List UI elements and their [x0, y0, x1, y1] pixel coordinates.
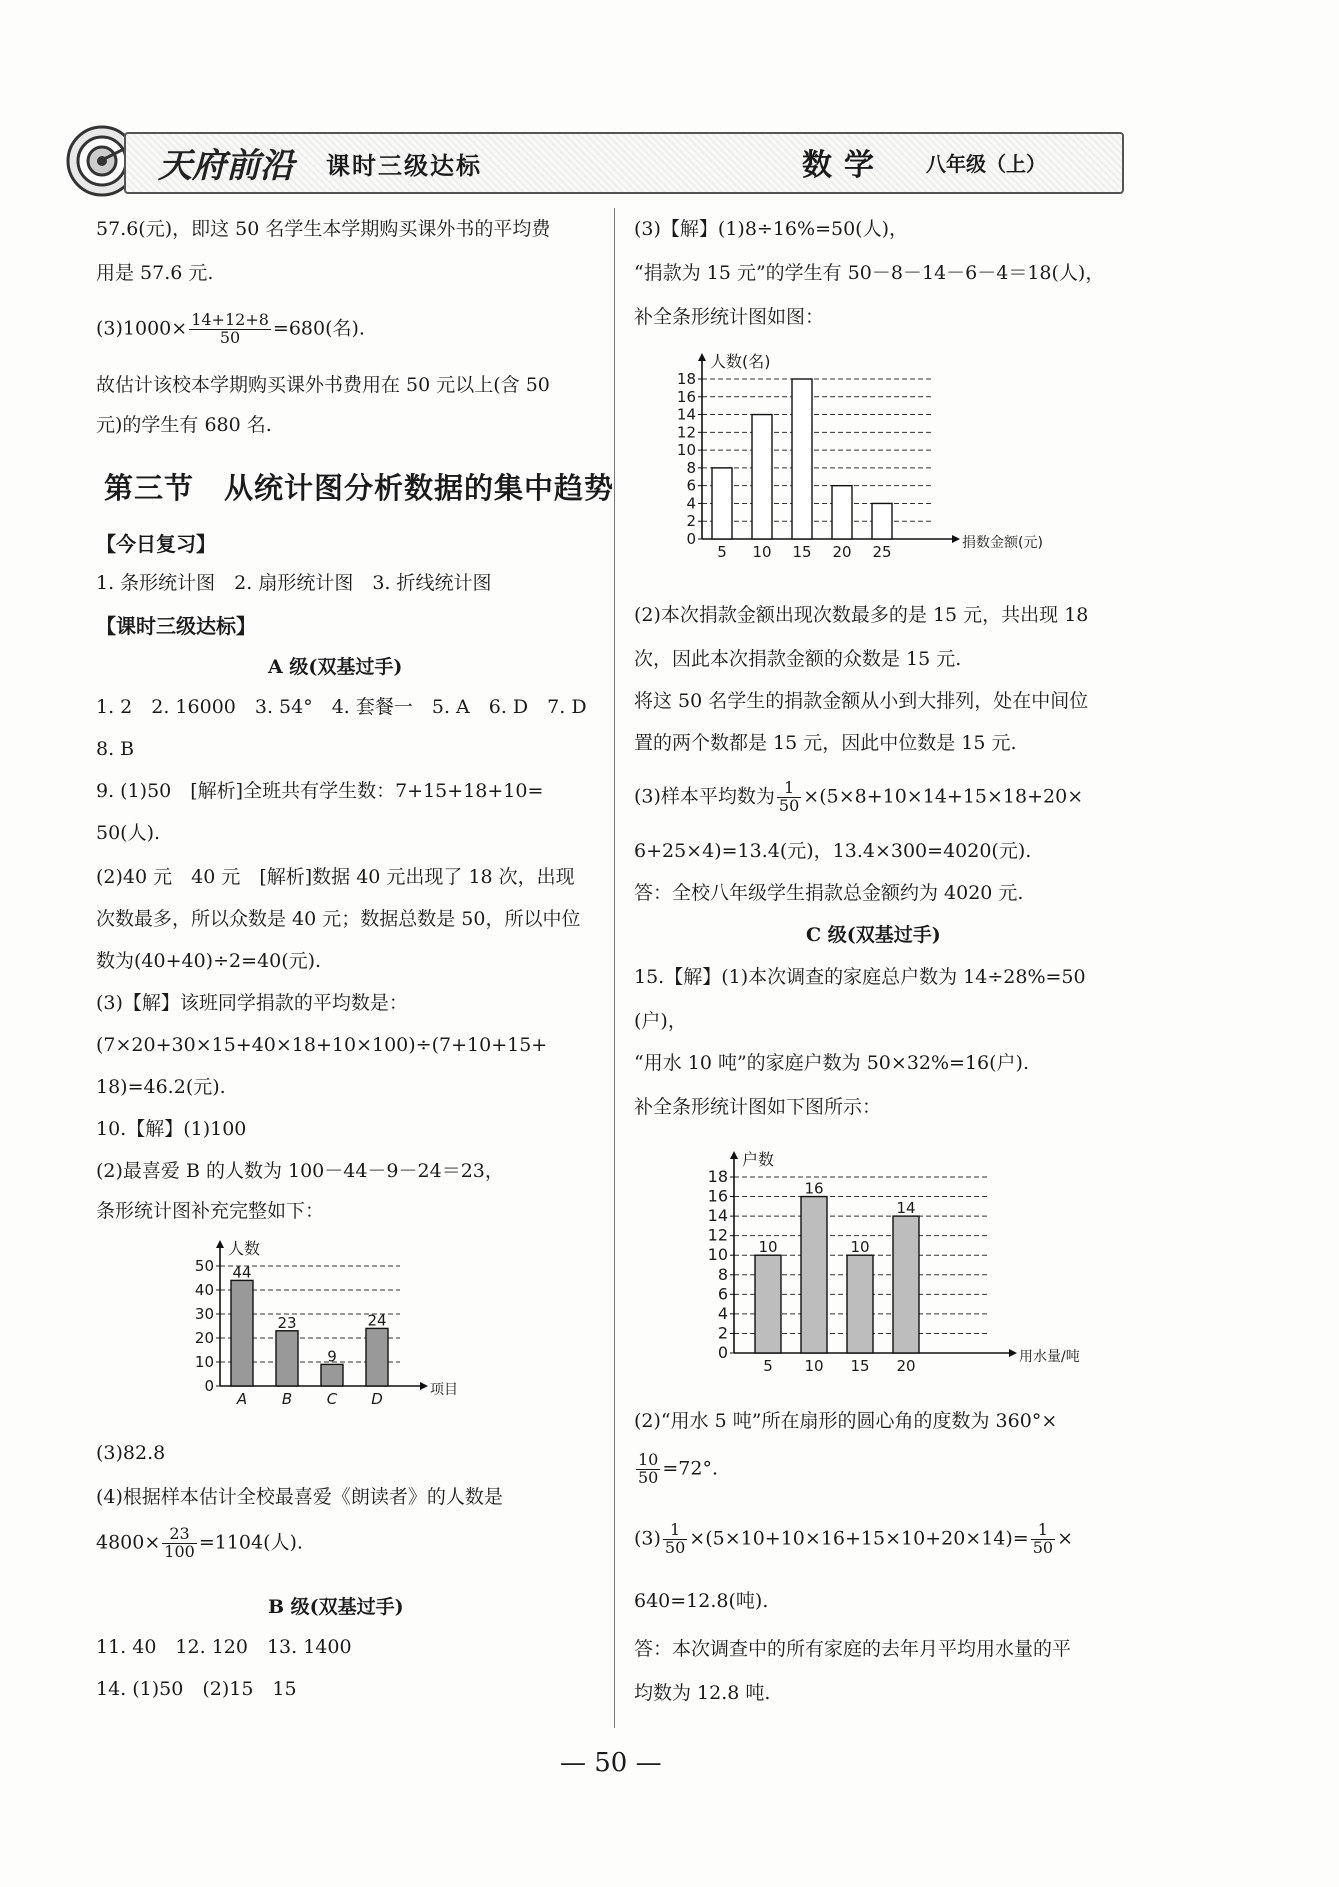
- y-tick-label: 8: [686, 458, 696, 477]
- x-tick-label: 10: [752, 543, 772, 561]
- y-tick-label: 20: [194, 1329, 214, 1347]
- y-tick-label: 16: [676, 387, 696, 406]
- x-tick-label: 20: [896, 1357, 916, 1375]
- data-label: 23: [277, 1313, 297, 1332]
- bar-15: [847, 1255, 873, 1353]
- bar-5: [755, 1255, 781, 1353]
- y-axis-arrow: [730, 1151, 738, 1159]
- header-banner: [124, 132, 1124, 194]
- q10-line-2: (2)最喜爱 B 的人数为 100－44－9－24＝23，: [96, 1160, 504, 1182]
- right-line-10: 答：全校八年级学生捐款总金额约为 4020 元.: [634, 882, 1024, 904]
- q9-line-6: (3)【解】该班同学捐款的平均数是：: [96, 992, 408, 1014]
- data-label: 44: [232, 1263, 252, 1282]
- x-axis-label: 捐数金额(元): [962, 535, 1043, 551]
- y-tick-label: 6: [686, 476, 696, 495]
- y-tick-label: 40: [194, 1281, 214, 1299]
- x-tick-label: C: [326, 1390, 338, 1408]
- x-axis-arrow: [952, 535, 960, 543]
- left-line-2: 用是 57.6 元.: [96, 262, 214, 284]
- x-tick-label: 15: [792, 543, 812, 561]
- y-tick-label: 2: [717, 1323, 728, 1343]
- section-title: 第三节 从统计图分析数据的集中趋势: [104, 471, 615, 505]
- q10-line-4: (3)82.8: [96, 1442, 166, 1464]
- right-line-5: 次，因此本次捐款金额的众数是 15 元.: [634, 648, 962, 670]
- data-label: 14: [896, 1199, 916, 1218]
- left-line-1: 57.6(元)，即这 50 名学生本学期购买课外书的平均费: [96, 218, 551, 240]
- q9-line-4: 次数最多，所以众数是 40 元；数据总数是 50，所以中位: [96, 908, 581, 930]
- bar-C: [321, 1364, 343, 1386]
- c-line-7: (3) $\frac{1}{50}$ ×(5×10+10×16+15×10+20×14)= $\frac{1}{50}$ ×: [634, 1520, 1073, 1557]
- review-heading: 【今日复习】: [96, 532, 216, 556]
- bar-20: [893, 1216, 919, 1353]
- right-line-3: 补全条形统计图如图：: [634, 306, 825, 328]
- y-axis-label: 人数(名): [710, 352, 771, 371]
- q10-line-1: 10.【解】(1)100: [96, 1118, 247, 1140]
- y-tick-label: 18: [676, 370, 696, 388]
- q10-line-3: 条形统计图补充完整如下：: [96, 1200, 325, 1222]
- y-tick-label: 10: [707, 1245, 728, 1265]
- x-tick-label: B: [281, 1390, 293, 1408]
- c-line-9: 答：本次调查中的所有家庭的去年月平均用水量的平: [634, 1638, 1072, 1660]
- grade-label: 八年级（上）: [926, 152, 1046, 176]
- y-axis-label: 人数: [228, 1239, 261, 1258]
- subject-label: 数学: [802, 148, 886, 183]
- q9-line-3: (2)40 元 40 元 [解析]数据 40 元出现了 18 次，出现: [96, 866, 575, 888]
- y-tick-label: 8: [717, 1264, 728, 1284]
- left-line-4: 故估计该校本学期购买课外书费用在 50 元以上(含 50: [96, 374, 550, 396]
- q9-line-8: 18)=46.2(元).: [96, 1076, 226, 1098]
- y-tick-label: 2: [686, 512, 696, 531]
- left-line-5: 元)的学生有 680 名.: [96, 414, 272, 436]
- q9-line-7: (7×20+30×15+40×18+10×100)÷(7+10+15+: [96, 1034, 548, 1056]
- y-tick-label: 0: [717, 1343, 728, 1362]
- bar-20: [832, 486, 852, 539]
- lesson-heading: 【课时三级达标】: [96, 614, 256, 638]
- brand-title: 天府前沿: [158, 146, 294, 186]
- y-tick-label: 50: [194, 1257, 214, 1275]
- column-divider: [614, 208, 615, 1728]
- level-c-heading: C 级(双基过手): [806, 924, 941, 946]
- bar-A: [231, 1280, 253, 1386]
- bar-10: [801, 1197, 827, 1353]
- answers-a-1: 1. 2 2. 16000 3. 54° 4. 套餐一 5. A 6. D 7. D: [96, 696, 587, 718]
- right-line-6: 将这 50 名学生的捐款金额从小到大排列，处在中间位: [634, 690, 1089, 712]
- q10-line-5: (4)根据样本估计全校最喜爱《朗读者》的人数是: [96, 1486, 503, 1508]
- y-tick-label: 6: [717, 1284, 728, 1304]
- bar-15: [792, 379, 812, 539]
- x-tick-label: 20: [832, 543, 852, 561]
- chart-donation-amount: [672, 344, 1092, 580]
- q9-line-5: 数为(40+40)÷2=40(元).: [96, 950, 322, 972]
- q10-line-6: 4800× $\frac{23}{100}$ =1104(人).: [96, 1524, 303, 1561]
- x-axis-label: 项目: [430, 1382, 458, 1398]
- right-line-8: (3)样本平均数为 $\frac{1}{50}$ ×(5×8+10×14+15×18+20×: [634, 778, 1084, 815]
- c-line-6: $\frac{10}{50}$ =72°.: [638, 1450, 718, 1487]
- y-tick-label: 18: [707, 1167, 728, 1186]
- page-number: — 50 —: [560, 1748, 662, 1778]
- c-line-1: 15.【解】(1)本次调查的家庭总户数为 14÷28%=50: [634, 966, 1086, 988]
- c-line-8: 640=12.8(吨).: [634, 1590, 769, 1612]
- y-axis-arrow: [698, 353, 706, 361]
- y-tick-label: 12: [707, 1225, 728, 1245]
- right-line-4: (2)本次捐款金额出现次数最多的是 15 元，共出现 18: [634, 604, 1089, 626]
- y-tick-label: 4: [686, 494, 696, 513]
- y-tick-label: 30: [194, 1305, 214, 1323]
- x-axis-arrow: [1009, 1349, 1017, 1357]
- bar-25: [872, 503, 892, 539]
- x-axis-label: 用水量/吨: [1019, 1349, 1080, 1365]
- answers-b-1: 11. 40 12. 120 13. 1400: [96, 1636, 352, 1658]
- bar-D: [366, 1328, 388, 1386]
- q9-line-1: 9. (1)50 [解析]全班共有学生数：7+15+18+10=: [96, 780, 544, 802]
- level-b-heading: B 级(双基过手): [268, 1596, 404, 1618]
- y-axis-label: 户数: [742, 1150, 775, 1169]
- data-label: 16: [804, 1179, 824, 1198]
- chart-favorite-program: [180, 1236, 500, 1426]
- x-tick-label: 5: [763, 1357, 773, 1375]
- x-axis-arrow: [420, 1382, 428, 1390]
- answers-a-2: 8. B: [96, 738, 135, 760]
- c-line-10: 均数为 12.8 吨.: [634, 1682, 771, 1704]
- data-label: 10: [758, 1238, 778, 1257]
- series-title: 课时三级达标: [326, 151, 482, 180]
- chart-water-usage: [700, 1128, 1080, 1398]
- data-label: 24: [367, 1311, 387, 1330]
- x-tick-label: D: [371, 1390, 383, 1408]
- x-tick-label: 25: [872, 543, 892, 561]
- right-line-2: “捐款为 15 元”的学生有 50－8－14－6－4＝18(人)，: [634, 262, 1105, 284]
- left-line-3: (3)1000× $\frac{14+12+8}{50}$ =680(名).: [96, 310, 365, 347]
- c-line-5: (2)“用水 5 吨”所在扇形的圆心角的度数为 360°×: [634, 1410, 1058, 1432]
- review-items: 1. 条形统计图 2. 扇形统计图 3. 折线统计图: [96, 572, 492, 594]
- y-tick-label: 10: [676, 441, 696, 460]
- bar-B: [276, 1331, 298, 1386]
- x-tick-label: 10: [804, 1357, 824, 1375]
- c-line-3: “用水 10 吨”的家庭户数为 50×32%=16(户).: [634, 1052, 1030, 1074]
- answers-b-2: 14. (1)50 (2)15 15: [96, 1678, 297, 1700]
- right-line-7: 置的两个数都是 15 元，因此中位数是 15 元.: [634, 732, 1017, 754]
- y-tick-label: 0: [686, 530, 696, 548]
- y-tick-label: 0: [204, 1377, 214, 1395]
- data-label: 10: [850, 1238, 870, 1257]
- c-line-2: (户)，: [634, 1010, 687, 1032]
- y-tick-label: 12: [676, 423, 696, 442]
- q9-line-2: 50(人).: [96, 822, 161, 844]
- bar-10: [752, 415, 772, 539]
- y-axis-arrow: [216, 1240, 224, 1248]
- level-a-heading: A 级(双基过手): [268, 656, 403, 678]
- x-tick-label: A: [236, 1390, 248, 1408]
- y-tick-label: 16: [707, 1186, 728, 1206]
- right-line-9: 6+25×4)=13.4(元)，13.4×300=4020(元).: [634, 840, 1032, 862]
- y-tick-label: 14: [707, 1206, 728, 1226]
- data-label: 9: [327, 1347, 337, 1366]
- x-tick-label: 15: [850, 1357, 870, 1375]
- bar-5: [712, 468, 732, 539]
- y-tick-label: 4: [717, 1303, 728, 1323]
- right-line-1: (3)【解】(1)8÷16%=50(人)，: [634, 218, 908, 240]
- y-tick-label: 10: [194, 1353, 214, 1371]
- x-tick-label: 5: [717, 543, 727, 561]
- c-line-4: 补全条形统计图如下图所示：: [634, 1096, 882, 1118]
- y-tick-label: 14: [676, 405, 696, 424]
